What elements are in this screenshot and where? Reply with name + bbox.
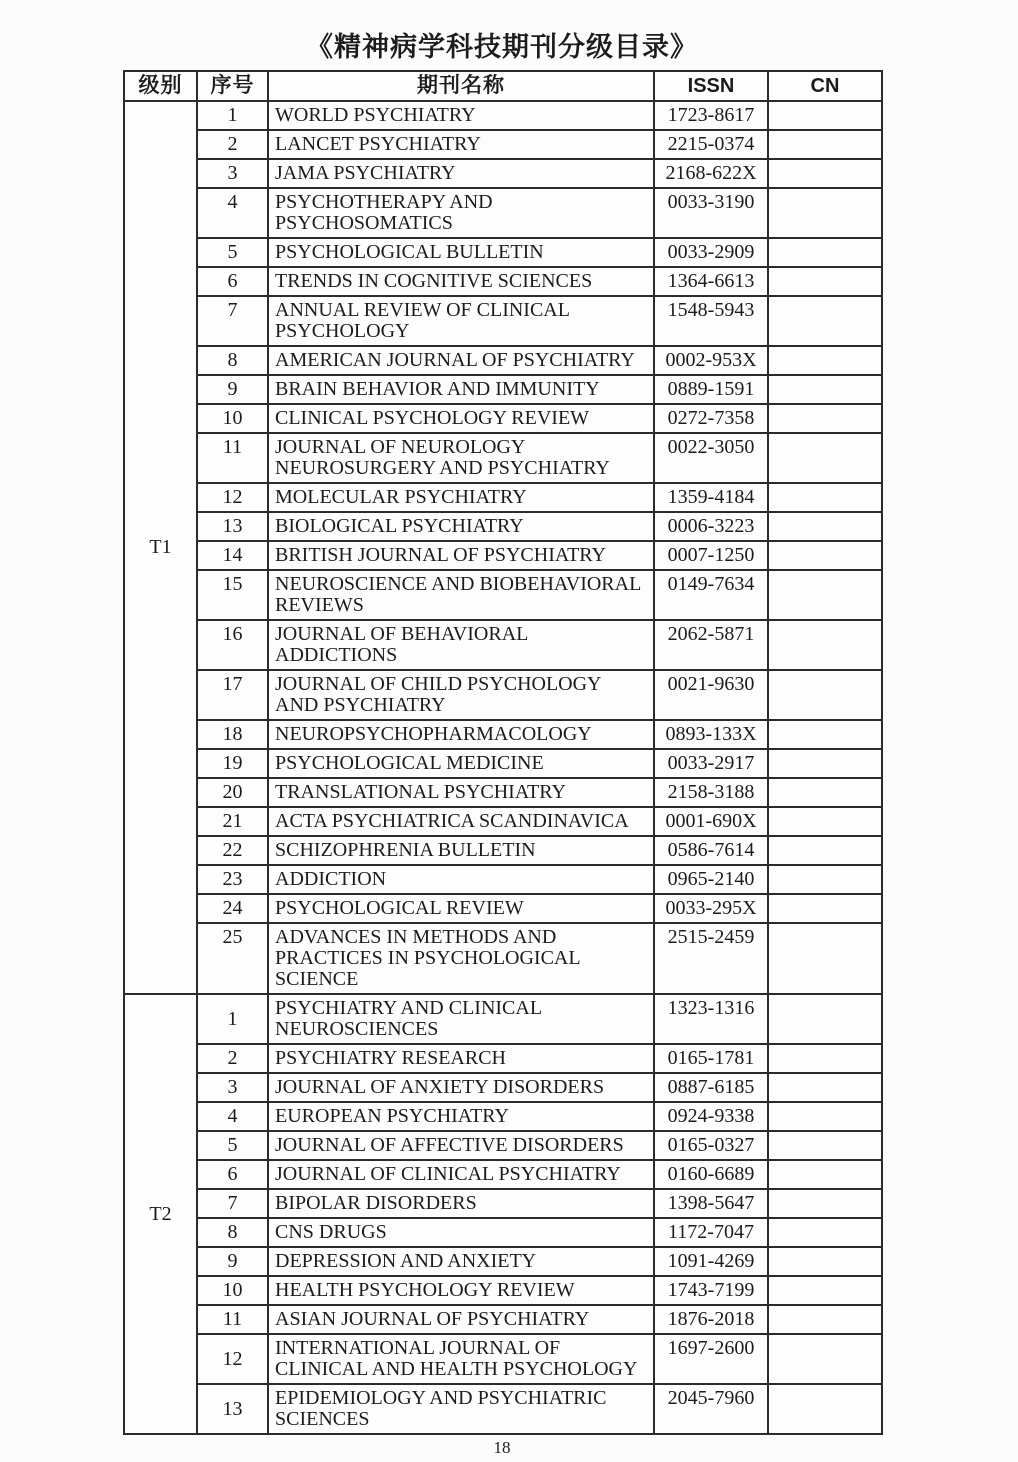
issn-cell: 1876-2018: [654, 1305, 768, 1334]
issn-cell: 1364-6613: [654, 267, 768, 296]
issn-cell: 0893-133X: [654, 720, 768, 749]
journal-name-cell: JOURNAL OF ANXIETY DISORDERS: [268, 1073, 654, 1102]
journal-name-cell: BRITISH JOURNAL OF PSYCHIATRY: [268, 541, 654, 570]
table-row: [124, 1247, 882, 1276]
cn-cell: [768, 130, 882, 159]
row-number-cell: 9: [197, 375, 268, 404]
table-body: [124, 101, 882, 1434]
table-row: [124, 541, 882, 570]
cn-cell: [768, 1305, 882, 1334]
cn-cell: [768, 865, 882, 894]
issn-cell: 1697-2600: [654, 1334, 768, 1384]
journal-name-cell: JOURNAL OF NEUROLOGY NEUROSURGERY AND PSYCHIATRY: [268, 433, 654, 483]
journal-name-cell: PSYCHIATRY RESEARCH: [268, 1044, 654, 1073]
issn-cell: 2168-622X: [654, 159, 768, 188]
table-row: [124, 1218, 882, 1247]
col-header-no: 序号: [197, 71, 268, 101]
row-number-cell: 24: [197, 894, 268, 923]
cn-cell: [768, 375, 882, 404]
journal-name-cell: SCHIZOPHRENIA BULLETIN: [268, 836, 654, 865]
cn-cell: [768, 433, 882, 483]
row-number-cell: 11: [197, 433, 268, 483]
cn-cell: [768, 749, 882, 778]
cn-cell: [768, 1160, 882, 1189]
row-number-cell: 4: [197, 1102, 268, 1131]
cn-cell: [768, 1189, 882, 1218]
journal-name-cell: PSYCHOLOGICAL REVIEW: [268, 894, 654, 923]
table-row: [124, 1189, 882, 1218]
row-number-cell: 11: [197, 1305, 268, 1334]
issn-cell: 0033-2917: [654, 749, 768, 778]
row-number-cell: 4: [197, 188, 268, 238]
table-row: [124, 238, 882, 267]
journal-name-cell: MOLECULAR PSYCHIATRY: [268, 483, 654, 512]
journal-name-cell: EPIDEMIOLOGY AND PSYCHIATRIC SCIENCES: [268, 1384, 654, 1434]
cn-cell: [768, 1334, 882, 1384]
journal-name-cell: LANCET PSYCHIATRY: [268, 130, 654, 159]
journal-name-cell: PSYCHOTHERAPY AND PSYCHOSOMATICS: [268, 188, 654, 238]
table-row: [124, 483, 882, 512]
table-row: [124, 188, 882, 238]
col-header-cn: CN: [768, 71, 882, 101]
table-row: [124, 1073, 882, 1102]
table-row: [124, 749, 882, 778]
journal-name-cell: JOURNAL OF CLINICAL PSYCHIATRY: [268, 1160, 654, 1189]
table-row: [124, 778, 882, 807]
journal-name-cell: ASIAN JOURNAL OF PSYCHIATRY: [268, 1305, 654, 1334]
issn-cell: 1398-5647: [654, 1189, 768, 1218]
table-row: [124, 159, 882, 188]
row-number-cell: 10: [197, 1276, 268, 1305]
row-number-cell: 1: [197, 101, 268, 130]
issn-cell: 0021-9630: [654, 670, 768, 720]
cn-cell: [768, 238, 882, 267]
table-row: [124, 346, 882, 375]
row-number-cell: 17: [197, 670, 268, 720]
cn-cell: [768, 541, 882, 570]
table-row: [124, 620, 882, 670]
table-row: [124, 836, 882, 865]
journal-name-cell: CNS DRUGS: [268, 1218, 654, 1247]
issn-cell: 2062-5871: [654, 620, 768, 670]
table-row: [124, 130, 882, 159]
journal-name-cell: ADVANCES IN METHODS AND PRACTICES IN PSYCHOLOGICAL SCIENCE: [268, 923, 654, 994]
journal-ranking-table: [123, 70, 883, 1435]
issn-cell: 0924-9338: [654, 1102, 768, 1131]
row-number-cell: 21: [197, 807, 268, 836]
issn-cell: 0022-3050: [654, 433, 768, 483]
cn-cell: [768, 994, 882, 1044]
journal-name-cell: AMERICAN JOURNAL OF PSYCHIATRY: [268, 346, 654, 375]
row-number-cell: 5: [197, 1131, 268, 1160]
level-cell-t2: T2: [124, 994, 197, 1434]
table-row: [124, 720, 882, 749]
issn-cell: 0965-2140: [654, 865, 768, 894]
journal-name-cell: ADDICTION: [268, 865, 654, 894]
row-number-cell: 9: [197, 1247, 268, 1276]
cn-cell: [768, 188, 882, 238]
cn-cell: [768, 1131, 882, 1160]
issn-cell: 0149-7634: [654, 570, 768, 620]
table-row: [124, 375, 882, 404]
cn-cell: [768, 1384, 882, 1434]
issn-cell: 0272-7358: [654, 404, 768, 433]
journal-name-cell: TRENDS IN COGNITIVE SCIENCES: [268, 267, 654, 296]
cn-cell: [768, 807, 882, 836]
cn-cell: [768, 1044, 882, 1073]
table-row: [124, 807, 882, 836]
cn-cell: [768, 159, 882, 188]
journal-name-cell: DEPRESSION AND ANXIETY: [268, 1247, 654, 1276]
journal-name-cell: JOURNAL OF AFFECTIVE DISORDERS: [268, 1131, 654, 1160]
journal-name-cell: NEUROSCIENCE AND BIOBEHAVIORAL REVIEWS: [268, 570, 654, 620]
issn-cell: 2215-0374: [654, 130, 768, 159]
table-row: [124, 296, 882, 346]
table-row: [124, 670, 882, 720]
cn-cell: [768, 512, 882, 541]
row-number-cell: 7: [197, 1189, 268, 1218]
row-number-cell: 1: [197, 994, 268, 1044]
journal-name-cell: HEALTH PSYCHOLOGY REVIEW: [268, 1276, 654, 1305]
journal-name-cell: EUROPEAN PSYCHIATRY: [268, 1102, 654, 1131]
cn-cell: [768, 778, 882, 807]
journal-name-cell: CLINICAL PSYCHOLOGY REVIEW: [268, 404, 654, 433]
table-row: [124, 1102, 882, 1131]
journal-name-cell: JOURNAL OF CHILD PSYCHOLOGY AND PSYCHIATRY: [268, 670, 654, 720]
row-number-cell: 6: [197, 267, 268, 296]
row-number-cell: 22: [197, 836, 268, 865]
row-number-cell: 3: [197, 1073, 268, 1102]
table-row: [124, 512, 882, 541]
cn-cell: [768, 620, 882, 670]
level-cell-t1: T1: [124, 101, 197, 994]
table-row: [124, 1334, 882, 1384]
col-header-name: 期刊名称: [268, 71, 654, 101]
row-number-cell: 13: [197, 512, 268, 541]
issn-cell: 0586-7614: [654, 836, 768, 865]
row-number-cell: 15: [197, 570, 268, 620]
table-row: [124, 1160, 882, 1189]
row-number-cell: 2: [197, 1044, 268, 1073]
issn-cell: 0006-3223: [654, 512, 768, 541]
row-number-cell: 6: [197, 1160, 268, 1189]
table-row: [124, 994, 882, 1044]
table-row: [124, 1276, 882, 1305]
issn-cell: 0033-3190: [654, 188, 768, 238]
issn-cell: 1723-8617: [654, 101, 768, 130]
cn-cell: [768, 267, 882, 296]
row-number-cell: 7: [197, 296, 268, 346]
issn-cell: 0887-6185: [654, 1073, 768, 1102]
issn-cell: 0002-953X: [654, 346, 768, 375]
cn-cell: [768, 101, 882, 130]
header-row: [124, 71, 882, 101]
cn-cell: [768, 1102, 882, 1131]
journal-name-cell: JOURNAL OF BEHAVIORAL ADDICTIONS: [268, 620, 654, 670]
table-row: [124, 433, 882, 483]
cn-cell: [768, 670, 882, 720]
issn-cell: 1548-5943: [654, 296, 768, 346]
row-number-cell: 20: [197, 778, 268, 807]
cn-cell: [768, 483, 882, 512]
cn-cell: [768, 836, 882, 865]
issn-cell: 0165-1781: [654, 1044, 768, 1073]
journal-name-cell: JAMA PSYCHIATRY: [268, 159, 654, 188]
issn-cell: 1359-4184: [654, 483, 768, 512]
journal-name-cell: WORLD PSYCHIATRY: [268, 101, 654, 130]
row-number-cell: 13: [197, 1384, 268, 1434]
cn-cell: [768, 404, 882, 433]
row-number-cell: 23: [197, 865, 268, 894]
issn-cell: 0033-295X: [654, 894, 768, 923]
page-number: 18: [493, 1438, 511, 1457]
journal-name-cell: ANNUAL REVIEW OF CLINICAL PSYCHOLOGY: [268, 296, 654, 346]
row-number-cell: 19: [197, 749, 268, 778]
row-number-cell: 12: [197, 1334, 268, 1384]
table-row: [124, 267, 882, 296]
col-header-level: 级别: [124, 71, 197, 101]
cn-cell: [768, 1073, 882, 1102]
page-title: 《精神病学科技期刊分级目录》: [306, 32, 698, 62]
journal-name-cell: NEUROPSYCHOPHARMACOLOGY: [268, 720, 654, 749]
issn-cell: 0165-0327: [654, 1131, 768, 1160]
issn-cell: 1323-1316: [654, 994, 768, 1044]
issn-cell: 2158-3188: [654, 778, 768, 807]
table-row: [124, 404, 882, 433]
table-row: [124, 1305, 882, 1334]
cn-cell: [768, 296, 882, 346]
journal-name-cell: PSYCHOLOGICAL MEDICINE: [268, 749, 654, 778]
document-page: [123, 0, 881, 1458]
journal-name-cell: ACTA PSYCHIATRICA SCANDINAVICA: [268, 807, 654, 836]
cn-cell: [768, 894, 882, 923]
table-row: [124, 101, 882, 130]
row-number-cell: 2: [197, 130, 268, 159]
col-header-issn: ISSN: [654, 71, 768, 101]
issn-cell: 0033-2909: [654, 238, 768, 267]
journal-name-cell: BIOLOGICAL PSYCHIATRY: [268, 512, 654, 541]
row-number-cell: 18: [197, 720, 268, 749]
row-number-cell: 14: [197, 541, 268, 570]
cn-cell: [768, 1276, 882, 1305]
issn-cell: 2045-7960: [654, 1384, 768, 1434]
journal-name-cell: INTERNATIONAL JOURNAL OF CLINICAL AND HEALTH PSYCHOLOGY: [268, 1334, 654, 1384]
table-row: [124, 570, 882, 620]
table-row: [124, 894, 882, 923]
journal-name-cell: BIPOLAR DISORDERS: [268, 1189, 654, 1218]
row-number-cell: 12: [197, 483, 268, 512]
issn-cell: 0007-1250: [654, 541, 768, 570]
issn-cell: 0001-690X: [654, 807, 768, 836]
issn-cell: 1091-4269: [654, 1247, 768, 1276]
table-row: [124, 1131, 882, 1160]
journal-name-cell: PSYCHOLOGICAL BULLETIN: [268, 238, 654, 267]
journal-name-cell: TRANSLATIONAL PSYCHIATRY: [268, 778, 654, 807]
journal-name-cell: PSYCHIATRY AND CLINICAL NEUROSCIENCES: [268, 994, 654, 1044]
issn-cell: 0889-1591: [654, 375, 768, 404]
table-header: [124, 71, 882, 101]
row-number-cell: 10: [197, 404, 268, 433]
cn-cell: [768, 346, 882, 375]
table-row: [124, 923, 882, 994]
row-number-cell: 8: [197, 346, 268, 375]
issn-cell: 1743-7199: [654, 1276, 768, 1305]
issn-cell: 1172-7047: [654, 1218, 768, 1247]
row-number-cell: 3: [197, 159, 268, 188]
row-number-cell: 8: [197, 1218, 268, 1247]
row-number-cell: 25: [197, 923, 268, 994]
cn-cell: [768, 923, 882, 994]
cn-cell: [768, 1247, 882, 1276]
journal-name-cell: BRAIN BEHAVIOR AND IMMUNITY: [268, 375, 654, 404]
row-number-cell: 5: [197, 238, 268, 267]
table-row: [124, 1384, 882, 1434]
table-row: [124, 865, 882, 894]
row-number-cell: 16: [197, 620, 268, 670]
cn-cell: [768, 720, 882, 749]
issn-cell: 0160-6689: [654, 1160, 768, 1189]
cn-cell: [768, 1218, 882, 1247]
table-row: [124, 1044, 882, 1073]
cn-cell: [768, 570, 882, 620]
issn-cell: 2515-2459: [654, 923, 768, 994]
